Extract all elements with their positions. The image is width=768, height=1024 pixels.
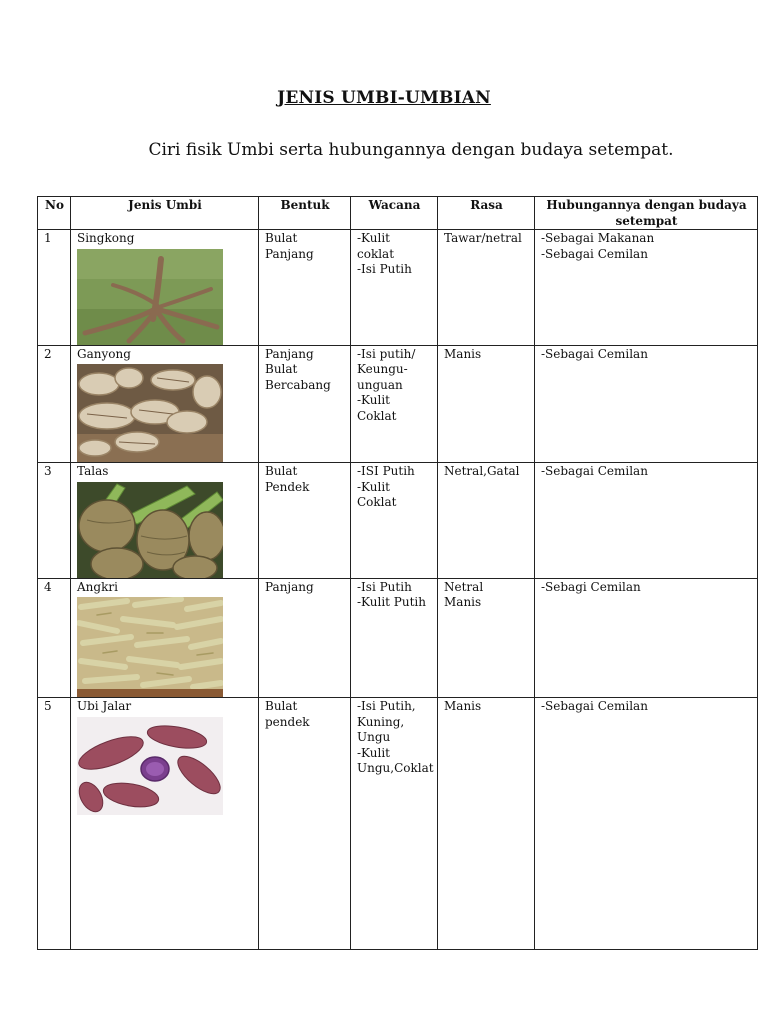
wacana-line: Kuning, — [357, 714, 405, 729]
budaya-line: -Sebagi Cemilan — [541, 579, 641, 594]
budaya-line: -Sebagai Cemilan — [541, 699, 648, 713]
header-no: No — [38, 197, 71, 230]
cell-budaya — [535, 463, 758, 579]
cell-no: 2 — [38, 345, 71, 463]
table-row — [38, 345, 758, 463]
bentuk-line: Bulat — [265, 362, 298, 376]
budaya-line: -Sebagai Makanan — [541, 231, 655, 245]
bentuk-line: Bulat — [265, 464, 298, 478]
rasa-line: Manis — [444, 346, 482, 361]
wacana-line: Coklat — [357, 408, 397, 423]
cell-rasa — [438, 230, 535, 346]
cell-no: 5 — [38, 698, 71, 950]
cell-bentuk — [259, 578, 351, 698]
cell-rasa — [438, 463, 535, 579]
wacana-line: -Isi Putih, — [357, 699, 416, 713]
cell-budaya — [535, 578, 758, 698]
bentuk-line: Pendek — [265, 479, 310, 494]
cell-wacana — [351, 463, 438, 579]
rasa-line: Manis — [444, 595, 482, 609]
table-row — [38, 698, 758, 950]
cell-budaya — [535, 345, 758, 463]
wacana-line: -Kulit — [357, 393, 390, 407]
budaya-line: -Sebagai Cemilan — [541, 346, 648, 361]
page-title: JENIS UMBI-UMBIAN — [277, 88, 491, 108]
tuber-name: Singkong — [77, 231, 135, 245]
header-budaya: Hubungannya dengan budaya setempat — [535, 197, 758, 230]
ubi-jalar-photo — [77, 717, 223, 815]
rasa-line: Tawar/netral — [444, 231, 522, 245]
bentuk-line: Panjang — [265, 246, 314, 261]
cell-budaya — [535, 230, 758, 346]
cell-bentuk — [259, 230, 351, 346]
wacana-line: -Kulit Putih — [357, 595, 426, 609]
cell-rasa — [438, 698, 535, 950]
tuber-name: Ganyong — [77, 346, 131, 361]
bentuk-line: Bulat — [265, 699, 298, 713]
bentuk-line: Panjang — [265, 579, 314, 594]
wacana-line: unguan — [357, 377, 403, 392]
table-row — [38, 578, 758, 698]
header-jenis-umbi: Jenis Umbi — [71, 197, 259, 230]
cell-bentuk — [259, 463, 351, 579]
cell-rasa — [438, 345, 535, 463]
wacana-line: -Isi Putih — [357, 579, 412, 594]
cell-jenis-umbi — [71, 463, 259, 579]
angkri-photo — [77, 597, 223, 697]
wacana-line: -Isi putih/ — [357, 346, 416, 361]
table-row — [38, 230, 758, 346]
cell-wacana — [351, 345, 438, 463]
cell-no: 4 — [38, 578, 71, 698]
tuber-name: Angkri — [77, 579, 118, 594]
cell-bentuk — [259, 698, 351, 950]
cell-no: 3 — [38, 463, 71, 579]
bentuk-line: Panjang — [265, 346, 314, 361]
bentuk-line: pendek — [265, 714, 310, 729]
wacana-line: -Isi Putih — [357, 262, 412, 276]
singkong-photo — [77, 249, 223, 345]
cell-jenis-umbi — [71, 345, 259, 463]
tuber-name: Ubi Jalar — [77, 699, 132, 713]
cell-jenis-umbi — [71, 230, 259, 346]
wacana-line: -Kulit — [357, 745, 390, 760]
cell-wacana — [351, 698, 438, 950]
rasa-line: Netral — [444, 579, 484, 594]
table-row — [38, 463, 758, 579]
cell-no: 1 — [38, 230, 71, 346]
wacana-line: Keungu- — [357, 362, 408, 376]
cell-bentuk — [259, 345, 351, 463]
tuber-table — [37, 196, 758, 950]
wacana-line: -Kulit — [357, 231, 390, 245]
cell-rasa — [438, 578, 535, 698]
budaya-line: -Sebagai Cemilan — [541, 246, 648, 261]
wacana-line: coklat — [357, 246, 395, 261]
bentuk-line: Bulat — [265, 231, 298, 245]
header-rasa: Rasa — [438, 197, 535, 230]
wacana-line: -ISI Putih — [357, 464, 415, 478]
rasa-line: Manis — [444, 699, 482, 713]
bentuk-line: Bercabang — [265, 377, 331, 392]
wacana-line: Ungu,Coklat — [357, 761, 434, 775]
header-bentuk: Bentuk — [259, 197, 351, 230]
tuber-name: Talas — [77, 464, 109, 478]
cell-wacana — [351, 578, 438, 698]
cell-budaya — [535, 698, 758, 950]
ganyong-photo — [77, 364, 223, 462]
page-subtitle: Ciri fisik Umbi serta hubungannya dengan budaya setempat. — [148, 140, 674, 160]
wacana-line: -Kulit — [357, 479, 390, 494]
budaya-line: -Sebagai Cemilan — [541, 464, 648, 478]
header-wacana: Wacana — [351, 197, 438, 230]
cell-jenis-umbi — [71, 578, 259, 698]
talas-photo — [77, 482, 223, 578]
wacana-line: Ungu — [357, 730, 391, 744]
cell-wacana — [351, 230, 438, 346]
rasa-line: Netral,Gatal — [444, 464, 520, 478]
wacana-line: Coklat — [357, 495, 397, 509]
cell-jenis-umbi — [71, 698, 259, 950]
table-header-row — [38, 197, 758, 230]
